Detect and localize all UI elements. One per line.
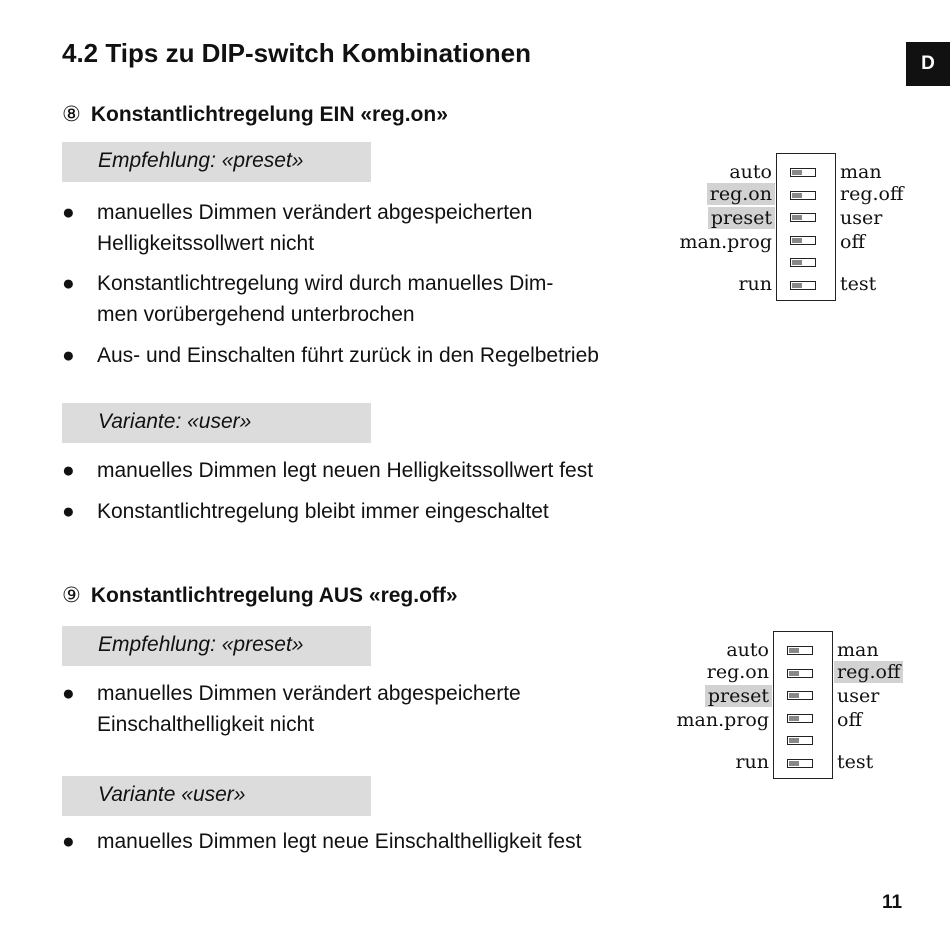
dip-label-reg-off: reg.off [834, 661, 903, 683]
dip-label-preset: preset [708, 207, 775, 229]
section-title: Konstantlichtregelung AUS «reg.off» [90, 584, 458, 607]
dip-label-run: run [738, 273, 772, 295]
dip-label-test: test [840, 273, 877, 295]
dip-label-reg-on: reg.on [706, 661, 769, 683]
page-title: 4.2 Tips zu DIP-switch Kombinationen [62, 38, 532, 68]
list-item-text: manuelles Dimmen legt neue Einschalthelligkeit fest [97, 830, 582, 853]
dip-label-user: user [837, 685, 880, 707]
section-heading [62, 102, 448, 127]
dip-switch-1 [787, 646, 813, 655]
dip-switch-2 [790, 191, 816, 200]
bullet-icon: ● [62, 682, 75, 705]
variant-band [62, 403, 371, 443]
recommendation-band [62, 142, 371, 182]
dip-label-preset: preset [705, 685, 772, 707]
language-tab: D [906, 42, 950, 86]
band-label: Empfehlung: «preset» [98, 633, 304, 656]
recommendation-band [62, 626, 371, 666]
band-label: Variante «user» [98, 783, 246, 806]
dip-switch-3 [790, 213, 816, 222]
list-item-text: Konstantlichtregelung bleibt immer eingeschaltet [97, 500, 549, 523]
dip-label-reg-on: reg.on [707, 183, 775, 205]
dip-label-auto: auto [729, 161, 772, 183]
dip-label-auto: auto [726, 639, 769, 661]
list-item-text: manuelles Dimmen verändert abgespeicherten Helligkeitssollwert nicht [97, 201, 533, 255]
variant-band [62, 776, 371, 816]
dip-switch-4 [790, 236, 816, 245]
dip-switch-2 [787, 669, 813, 678]
dip-label-off: off [837, 709, 862, 731]
dip-label-man: man [840, 161, 882, 183]
bullet-icon: ● [62, 201, 75, 224]
bullet-icon: ● [62, 344, 75, 367]
list-item-text: manuelles Dimmen verändert abgespeicherte Einschalthelligkeit nicht [97, 682, 521, 736]
dip-label-man-prog: man.prog [679, 231, 772, 253]
dip-switch-6 [787, 759, 813, 768]
dip-switch-5 [790, 258, 816, 267]
bullet-icon: ● [62, 459, 75, 482]
dip-switch-1 [790, 168, 816, 177]
dip-label-test: test [837, 751, 874, 773]
section-heading [62, 583, 458, 608]
dip-label-user: user [840, 207, 883, 229]
list-item-text: Aus- und Einschalten führt zurück in den Regelbetrieb [97, 344, 599, 367]
dip-switch-4 [787, 714, 813, 723]
page-number: 11 [882, 892, 903, 913]
list-item-text: Konstantlichtregelung wird durch manuelles Dim- men vorübergehend unterbrochen [97, 272, 554, 326]
dip-label-reg-off: reg.off [840, 183, 904, 205]
band-label: Empfehlung: «preset» [98, 149, 304, 172]
dip-switch-diagram [669, 631, 929, 781]
dip-switch-5 [787, 736, 813, 745]
dip-label-off: off [840, 231, 865, 253]
list-item-text: manuelles Dimmen legt neuen Helligkeitssollwert fest [97, 459, 594, 482]
bullet-icon: ● [62, 500, 75, 523]
bullet-icon: ● [62, 272, 75, 295]
band-label: Variante: «user» [98, 410, 252, 433]
dip-switch-diagram [672, 153, 932, 303]
section-number: ⑧ [62, 103, 81, 126]
dip-switch-6 [790, 281, 816, 290]
dip-switch-3 [787, 691, 813, 700]
bullet-icon: ● [62, 830, 75, 853]
section-title: Konstantlichtregelung EIN «reg.on» [90, 103, 448, 126]
dip-label-run: run [735, 751, 769, 773]
section-number: ⑨ [62, 584, 81, 607]
dip-label-man-prog: man.prog [676, 709, 769, 731]
dip-label-man: man [837, 639, 879, 661]
